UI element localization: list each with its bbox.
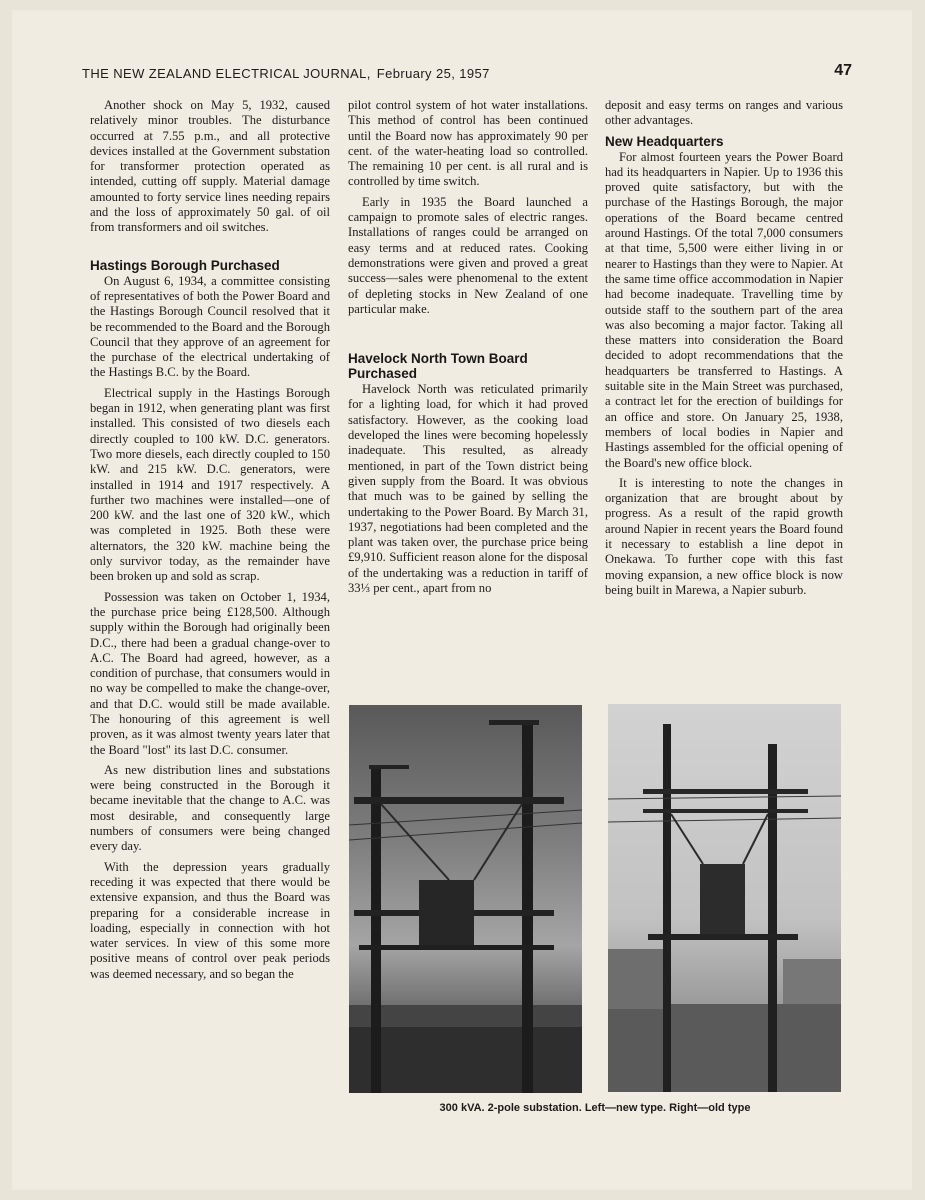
photo-substation-new-type (349, 705, 582, 1093)
paragraph: Another shock on May 5, 1932, caused relatively minor troubles. The disturbance occurred at 7.55 p.m., and all protective devices installed at the Government substation for transformer protection operated as intended, cutting off supply. Material damage amounted to forty service lines needing repairs and the loss of approximately 50 gal. of oil from transformers and oil switches. (90, 98, 330, 235)
running-header (82, 62, 852, 84)
paragraph: For almost fourteen years the Power Board had its headquarters in Napier. Up to 1936 this proved quite satisfactory, but with the purchase of the Hastings Borough, the major operations of the Board became centred around Hastings. Of the total 7,000 consumers at that time, 5,500 were either living in or nearer to Hastings than they were to Napier. At the same time office accommodation in Napier had become inadequate. Travelling time by outside staff to the southern part of the area was also becoming a major factor. Taking all these matters into consideration the Board decided to adopt recommendations that the headquarters be transferred to Hastings. A suitable site in the Main Street was purchased, a contract let for the erection of buildings for an office and store. On January 25, 1938, members of local bodies in Napier and Hastings assembled for the official opening of the Board's new office block. (605, 149, 843, 470)
section-heading-new-headquarters: New Headquarters (605, 133, 724, 149)
journal-title: THE NEW ZEALAND ELECTRICAL JOURNAL, February 25, 1957 (82, 66, 490, 81)
paragraph: Electrical supply in the Hastings Borough began in 1912, when generating plant was first installed. This consisted of two diesels each directly coupled to 100 kW. D.C. generators. Two more diesels, each directly coupled to 150 kW. and 215 kW. D.C. generators, were installed in 1914 and 1917 respectively. A further two machines were installed—one of 200 kW. and the last one of 320 kW., which was completed in 1925. Both these were alternators, the 320 kW. machine being the only survivor today, as the remainder have been broken up and sold as scrap. (90, 385, 330, 584)
paragraph: Early in 1935 the Board launched a campaign to promote sales of electric ranges. Installations of ranges could be arranged on easy terms and at reduced rates. Cooking demonstrations were given and proved a great success—sales were phenomenal to the extent of depleting stocks in New Zealand of one particular make. (348, 194, 588, 316)
paragraph: Possession was taken on October 1, 1934, the purchase price being £128,500. Although supply within the Borough had originally been D.C., there had been a gradual change-over to A.C. The Board had agreed, however, as a condition of purchase, that consumers would in no way be compelled to make the change-over, and that D.C. would still be made available. The honouring of this agreement is well proven, as it was almost twenty years later that the Board "lost" its last D.C. consumer. (90, 589, 330, 757)
section-heading-havelock-north: Havelock North Town Board Purchased (348, 351, 528, 382)
paragraph: With the depression years gradually receding it was expected that there would be extensive expansion, and thus the Board was preparing for a considerable increase in loading, especially in connection with hot water services. In view of this some more positive means of control over peak periods was deemed necessary, and so began the (90, 859, 330, 981)
paragraph: deposit and easy terms on ranges and various other advantages. (605, 98, 843, 128)
issue-date: February 25, 1957 (376, 66, 490, 81)
photo-substation-old-type (608, 704, 841, 1092)
page-number: 47 (834, 62, 852, 79)
column-3 (605, 98, 843, 603)
paragraph: It is interesting to note the changes in organization that are brought about by progress. As a result of the rapid growth around Napier in recent years the Board found it necessary to establish a line depot in Onekawa. To further cope with this fast moving expansion, a new office block is now being built in Marewa, a Napier suburb. (605, 475, 843, 597)
column-2 (348, 98, 588, 601)
paragraph: pilot control system of hot water installations. This method of control has been continued until the Board now has approximately 90 per cent. of the water-heating load so controlled. The remaining 10 per cent. is all rural and is controlled by time switch. (348, 98, 588, 189)
section-heading-hastings-borough: Hastings Borough Purchased (90, 257, 280, 273)
paragraph: On August 6, 1934, a committee consisting of representatives of both the Power Board and the Hastings Borough Council resolved that it be recommended to the Board and the Borough Council that they approve of an agreement for the purchase of the electrical undertaking of the Hastings B.C. by the Board. (90, 273, 330, 380)
column-1 (90, 98, 330, 987)
figure-caption: 300 kVA. 2-pole substation. Left—new type. Right—old type (439, 1102, 751, 1114)
paragraph: Havelock North was reticulated primarily for a lighting load, for which it had proved satisfactory. However, as the cooking load developed the lines were becoming hopelessly inadequate. This resulted, as already mentioned, in part of the Town district being given supply from the Board. It was obvious that much was to be gained by selling the undertaking to the Power Board. By March 31, 1937, negotiations had been completed and the plant was taken over, the purchase price being £9,910. Sufficient reason alone for the disposal of the undertaking was a reduction in tariff of 33⅓ per cent., apart from no (348, 382, 588, 596)
paragraph: As new distribution lines and substations were being constructed in the Borough it became inevitable that the change to A.C. was most desirable, and consequently large numbers of consumers were being changed every day. (90, 762, 330, 854)
